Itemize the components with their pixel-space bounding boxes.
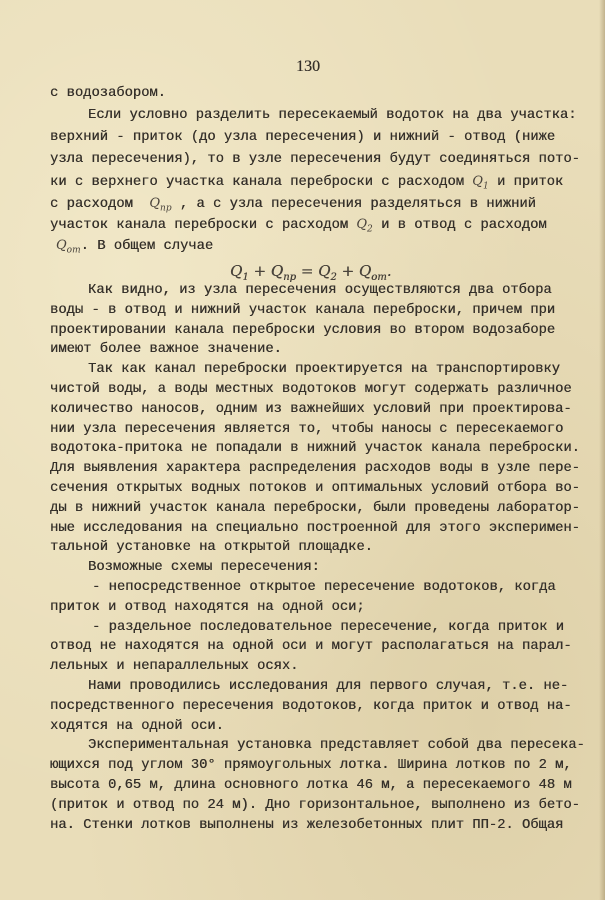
- text-segment: и в отвод с расходом: [372, 218, 547, 233]
- text-line: чистой воды, а воды местных водотоков могут содержать различное: [50, 382, 572, 397]
- math-symbol: $Q_{пр}$: [149, 196, 172, 214]
- text-line: отвод не находятся на одной оси и могут располагаться на парал-: [50, 639, 572, 655]
- text-line: тальной установке на открытой площадке.: [50, 540, 373, 556]
- math-symbol: $Q_1$: [472, 174, 489, 192]
- text-line: [56, 238, 213, 256]
- text-line: приток и отвод находятся на одной оси;: [50, 599, 365, 615]
- text-line: высота 0,65 м, длина основного лотка 46 м, а пересекаемого 48 м: [50, 778, 572, 793]
- text-line: воды - в отвод и нижний участок канала переброски, причем при: [50, 302, 556, 318]
- text-segment: участок канала переброски с расходом: [50, 218, 357, 233]
- text-segment: и приток: [488, 175, 564, 190]
- text-line: ющихся под углом 30° прямоугольных лотка. Ширина лотков по 2 м,: [50, 758, 572, 774]
- text-line: (приток и отвод по 24 м). Дно горизонтальное, выполнено из бето-: [50, 797, 580, 813]
- text-line: с водозабором.: [50, 86, 166, 101]
- text-line: Экспериментальная установка представляет собой два пересека-: [88, 738, 585, 754]
- equation: $Q_1 + Q_{пр} = Q_2 + Q_{от}$.: [230, 262, 392, 283]
- text-line: посредственного пересечения водотоков, когда приток и отвод на-: [50, 698, 572, 714]
- text-line: [50, 217, 547, 235]
- text-line: проектировании канала переброски условия во втором водозаборе: [50, 322, 556, 338]
- text-line: на. Стенки лотков выполнены из железобетонных плит ПП-2. Общая: [50, 817, 564, 833]
- text-line: Если условно разделить пересекаемый водоток на два участка:: [88, 108, 577, 123]
- page-number: 130: [296, 58, 320, 75]
- text-line: сечения открытых водных потоков и оптимальных условий отбора во-: [50, 481, 580, 496]
- text-line: ходятся на одной оси.: [50, 718, 224, 734]
- math-symbol: $Q_2$: [356, 217, 373, 235]
- text-line: ные исследования на специально построенной для этого эксперимен-: [50, 520, 580, 536]
- text-segment: . В общем случае: [80, 239, 214, 254]
- text-line: [50, 174, 563, 192]
- text-line: водотока-притока не попадали в нижний участок канала переброски.: [50, 441, 580, 457]
- text-line: - раздельное последовательное пересечение, когда приток и: [92, 619, 564, 635]
- text-segment: , а с узла пересечения разделяться в нижний: [171, 197, 536, 212]
- text-segment: с расходом: [50, 197, 150, 212]
- text-segment: ки с верхнего участка канала переброски с расходом: [50, 175, 473, 190]
- text-line: имеют более важное значение.: [50, 342, 282, 358]
- text-line: Возможные схемы пересечения:: [88, 560, 320, 576]
- text-line: Как видно, из узла пересечения осуществляются два отбора: [88, 283, 552, 298]
- text-line: ды в нижний участок канала переброски, были проведены лаборатор-: [50, 500, 580, 516]
- text-line: верхний - приток (до узла пересечения) и нижний - отвод (ниже: [50, 130, 556, 145]
- text-line: - непосредственное открытое пересечение водотоков, когда: [92, 580, 556, 595]
- text-line: нии узла пересечения является то, чтобы наносы с пересекаемого: [50, 421, 564, 437]
- math-symbol: $Q_{от}$: [56, 238, 81, 256]
- text-line: количество наносов, одним из важнейших условий при проектирова-: [50, 401, 572, 417]
- text-line: [50, 196, 536, 214]
- text-line: Для выявления характера распределения расходов воды в узле пере-: [50, 461, 580, 477]
- text-line: Нами проводились исследования для первого случая, т.е. не-: [88, 679, 569, 694]
- page-edge-shadow: [599, 0, 605, 900]
- text-line: лельных и непараллельных осях.: [50, 659, 299, 675]
- text-line: Так как канал переброски проектируется на транспортировку: [88, 362, 560, 378]
- text-line: узла пересечения), то в узле пересечения будут соединяться пото-: [50, 152, 580, 167]
